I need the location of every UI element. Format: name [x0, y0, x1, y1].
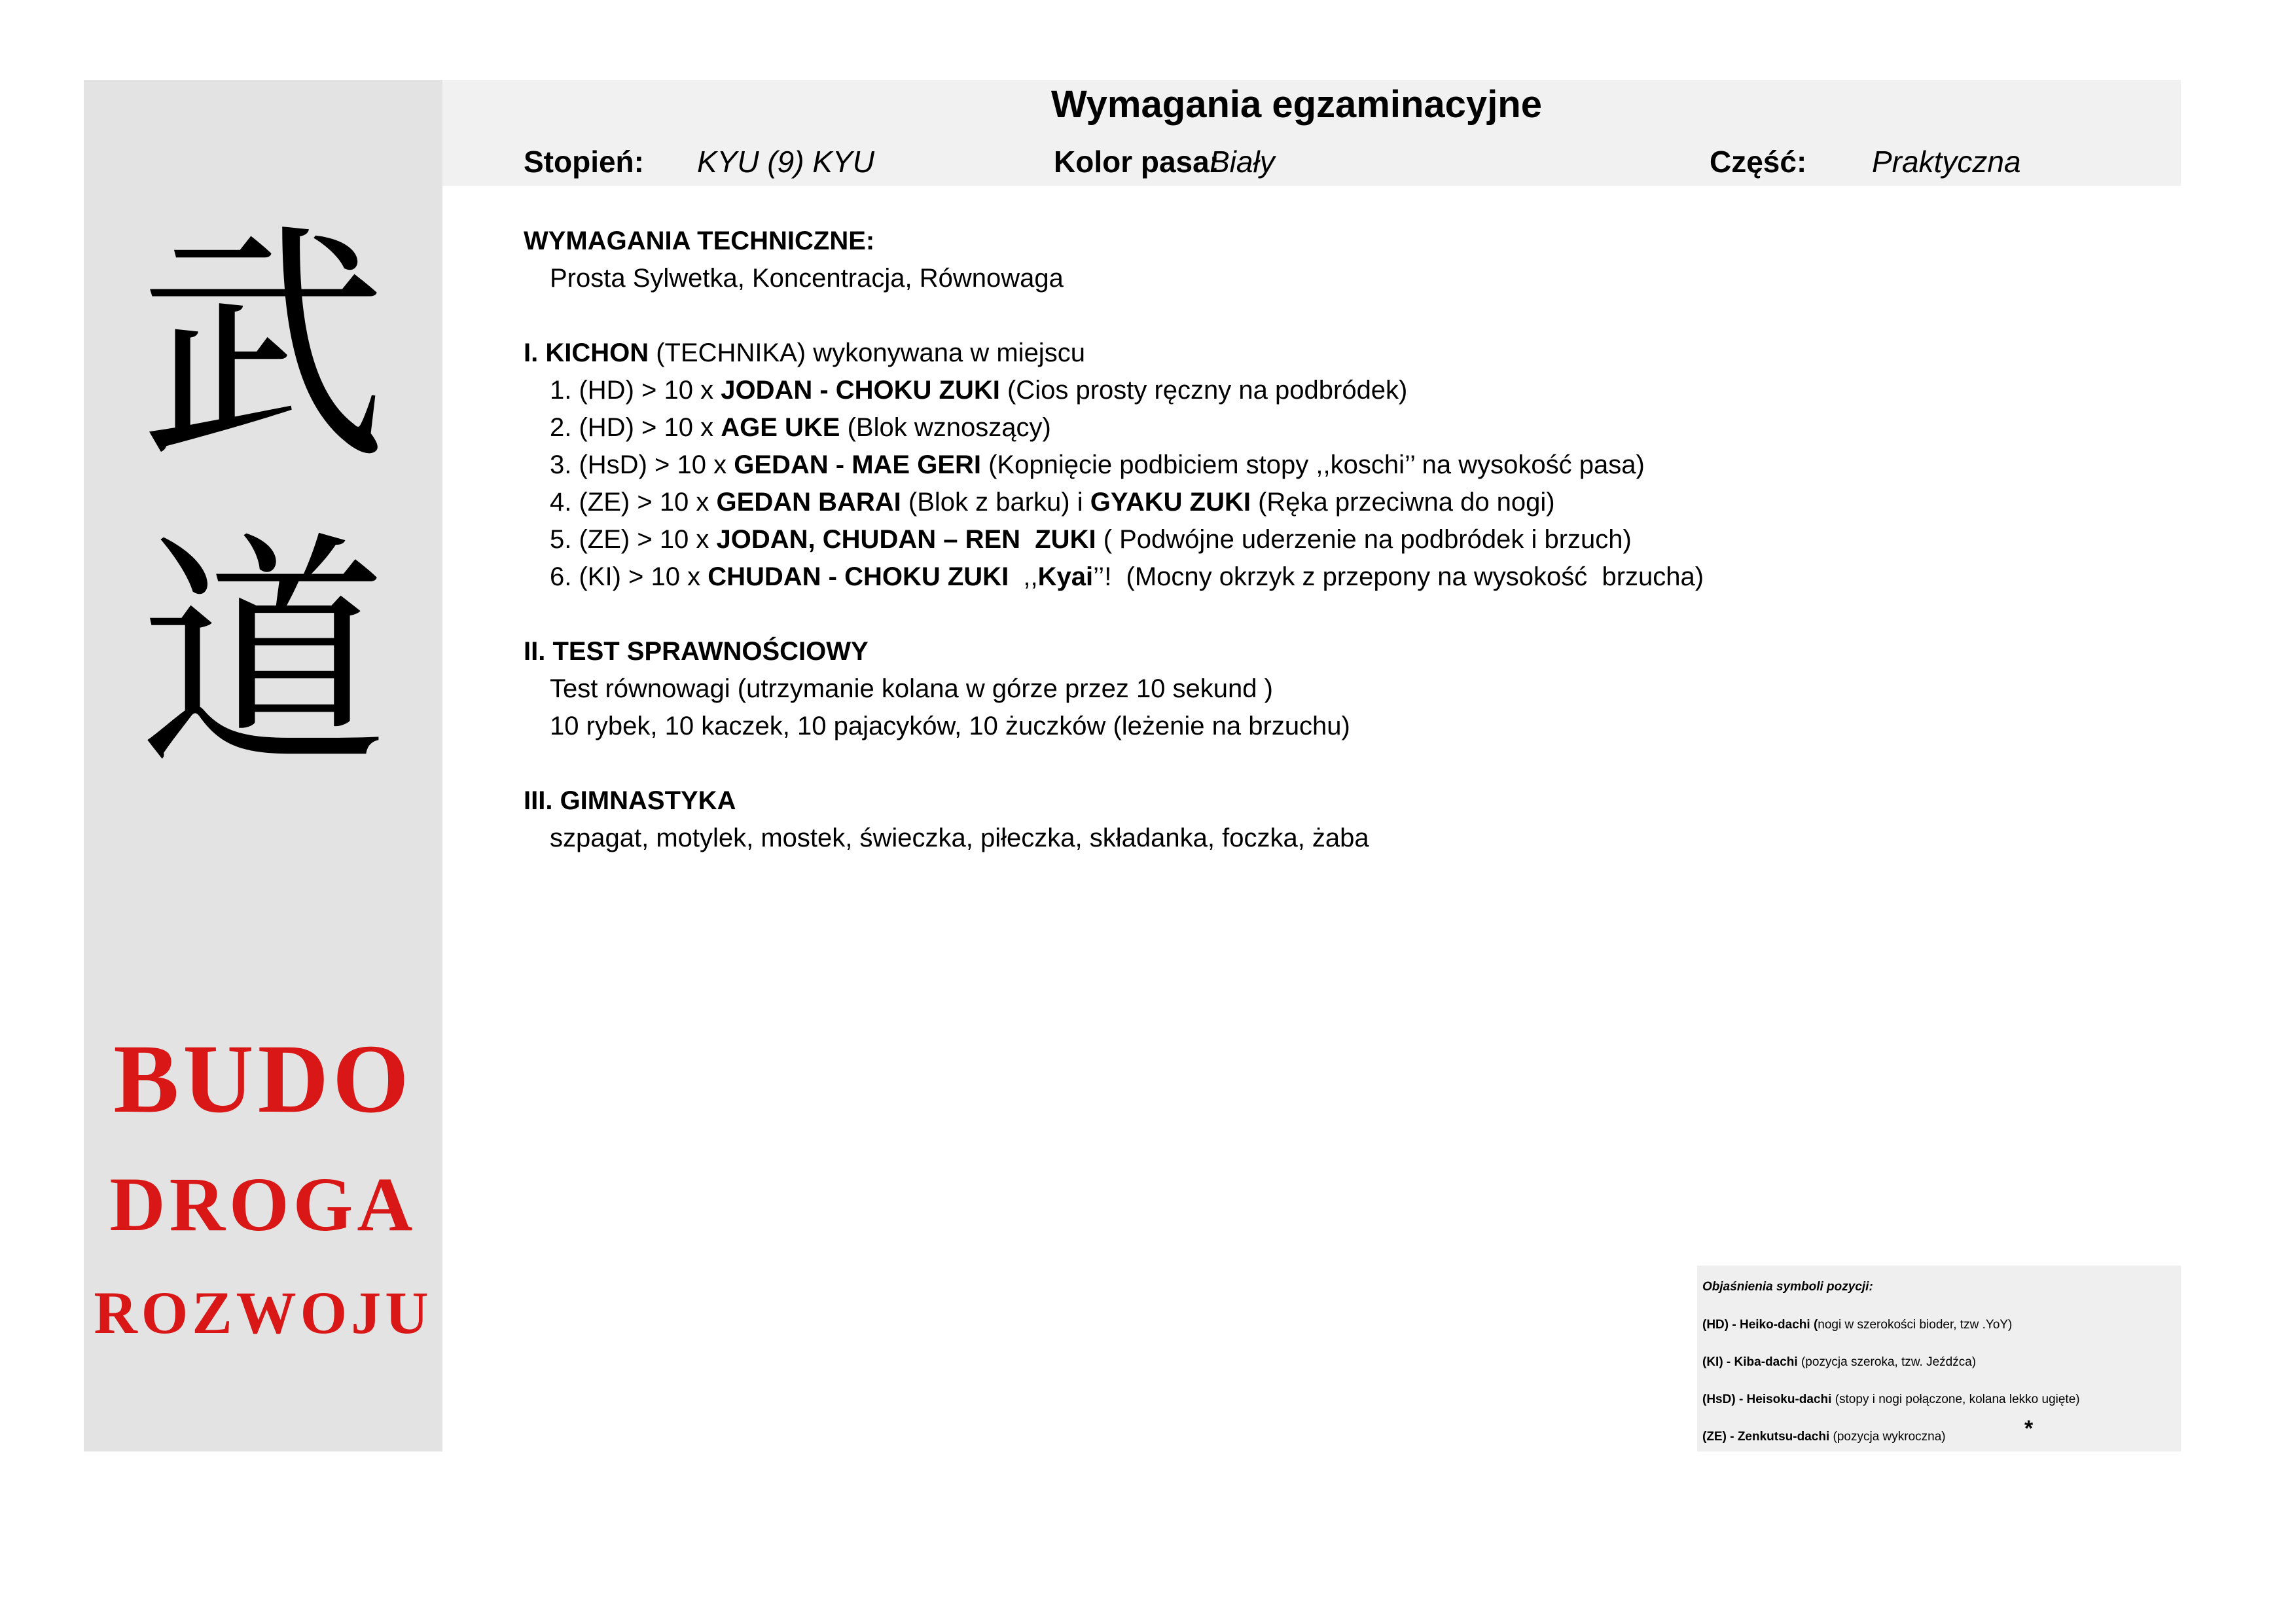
- kichon-item: 1. (HD) > 10 x JODAN - CHOKU ZUKI (Cios prosty ręczny na podbródek): [550, 376, 1408, 405]
- legend-item: (ZE) - Zenkutsu-dachi (pozycja wykroczna): [1702, 1430, 1946, 1444]
- grade-value: KYU (9) KYU: [697, 145, 874, 179]
- brand-rozwoju: ROZWOJU: [94, 1279, 433, 1346]
- kichon-item: 3. (HsD) > 10 x GEDAN - MAE GERI (Kopnięcie podbiciem stopy ,,koschi’’ na wysokość pasa): [550, 450, 1645, 479]
- part-value: Praktyczna: [1872, 145, 2021, 179]
- kichon-item: 4. (ZE) > 10 x GEDAN BARAI (Blok z barku) i GYAKU ZUKI (Ręka przeciwna do nogi): [550, 488, 1555, 517]
- kanji-bu: 武: [139, 203, 387, 493]
- legend-item: (HsD) - Heisoku-dachi (stopy i nogi połączone, kolana lekko ugięte): [1702, 1393, 2080, 1406]
- requirements-content: [524, 223, 1704, 857]
- kichon-heading: I. KICHON (TECHNIKA) wykonywana w miejscu: [524, 338, 1085, 367]
- legend-item: (KI) - Kiba-dachi (pozycja szeroka, tzw. Jeźdźca): [1702, 1355, 1977, 1369]
- kanji-do: 道: [139, 511, 387, 801]
- brand-droga: DROGA: [109, 1161, 417, 1247]
- kichon-item: 5. (ZE) > 10 x JODAN, CHUDAN – REN ZUKI ( Podwójne uderzenie na podbródek i brzuch): [550, 525, 1632, 554]
- grade-label: Stopień:: [524, 145, 644, 179]
- part-label: Część:: [1710, 145, 1807, 179]
- kichon-item: 6. (KI) > 10 x CHUDAN - CHOKU ZUKI ,,Kyai’’! (Mocny okrzyk z przepony na wysokość brzucha): [550, 562, 1704, 591]
- fitness-line: 10 rybek, 10 kaczek, 10 pajacyków, 10 żuczków (leżenie na brzuchu): [550, 712, 1350, 740]
- gymnastics-heading: III. GIMNASTYKA: [524, 786, 736, 815]
- fitness-line: Test równowagi (utrzymanie kolana w górze przez 10 sekund ): [550, 674, 1273, 703]
- technical-text: Prosta Sylwetka, Koncentracja, Równowaga: [550, 264, 1064, 293]
- sidebar: [84, 80, 442, 1451]
- technical-heading: WYMAGANIA TECHNICZNE:: [524, 227, 875, 255]
- legend-item: (HD) - Heiko-dachi (nogi w szerokości bioder, tzw .YoY): [1702, 1318, 2013, 1332]
- page-title: Wymagania egzaminacyjne: [1050, 83, 1542, 126]
- fitness-heading: II. TEST SPRAWNOŚCIOWY: [524, 637, 869, 666]
- gymnastics-text: szpagat, motylek, mostek, świeczka, piłeczka, składanka, foczka, żaba: [550, 824, 1369, 852]
- brand-budo: BUDO: [113, 1025, 413, 1133]
- legend-star: *: [2024, 1416, 2034, 1441]
- belt-value: Biały: [1210, 145, 1275, 179]
- legend-title: Objaśnienia symboli pozycji:: [1702, 1280, 1873, 1294]
- belt-label: Kolor pasa:: [1054, 145, 1220, 179]
- position-legend: [1697, 1266, 2181, 1451]
- kichon-item: 2. (HD) > 10 x AGE UKE (Blok wznoszący): [550, 413, 1051, 442]
